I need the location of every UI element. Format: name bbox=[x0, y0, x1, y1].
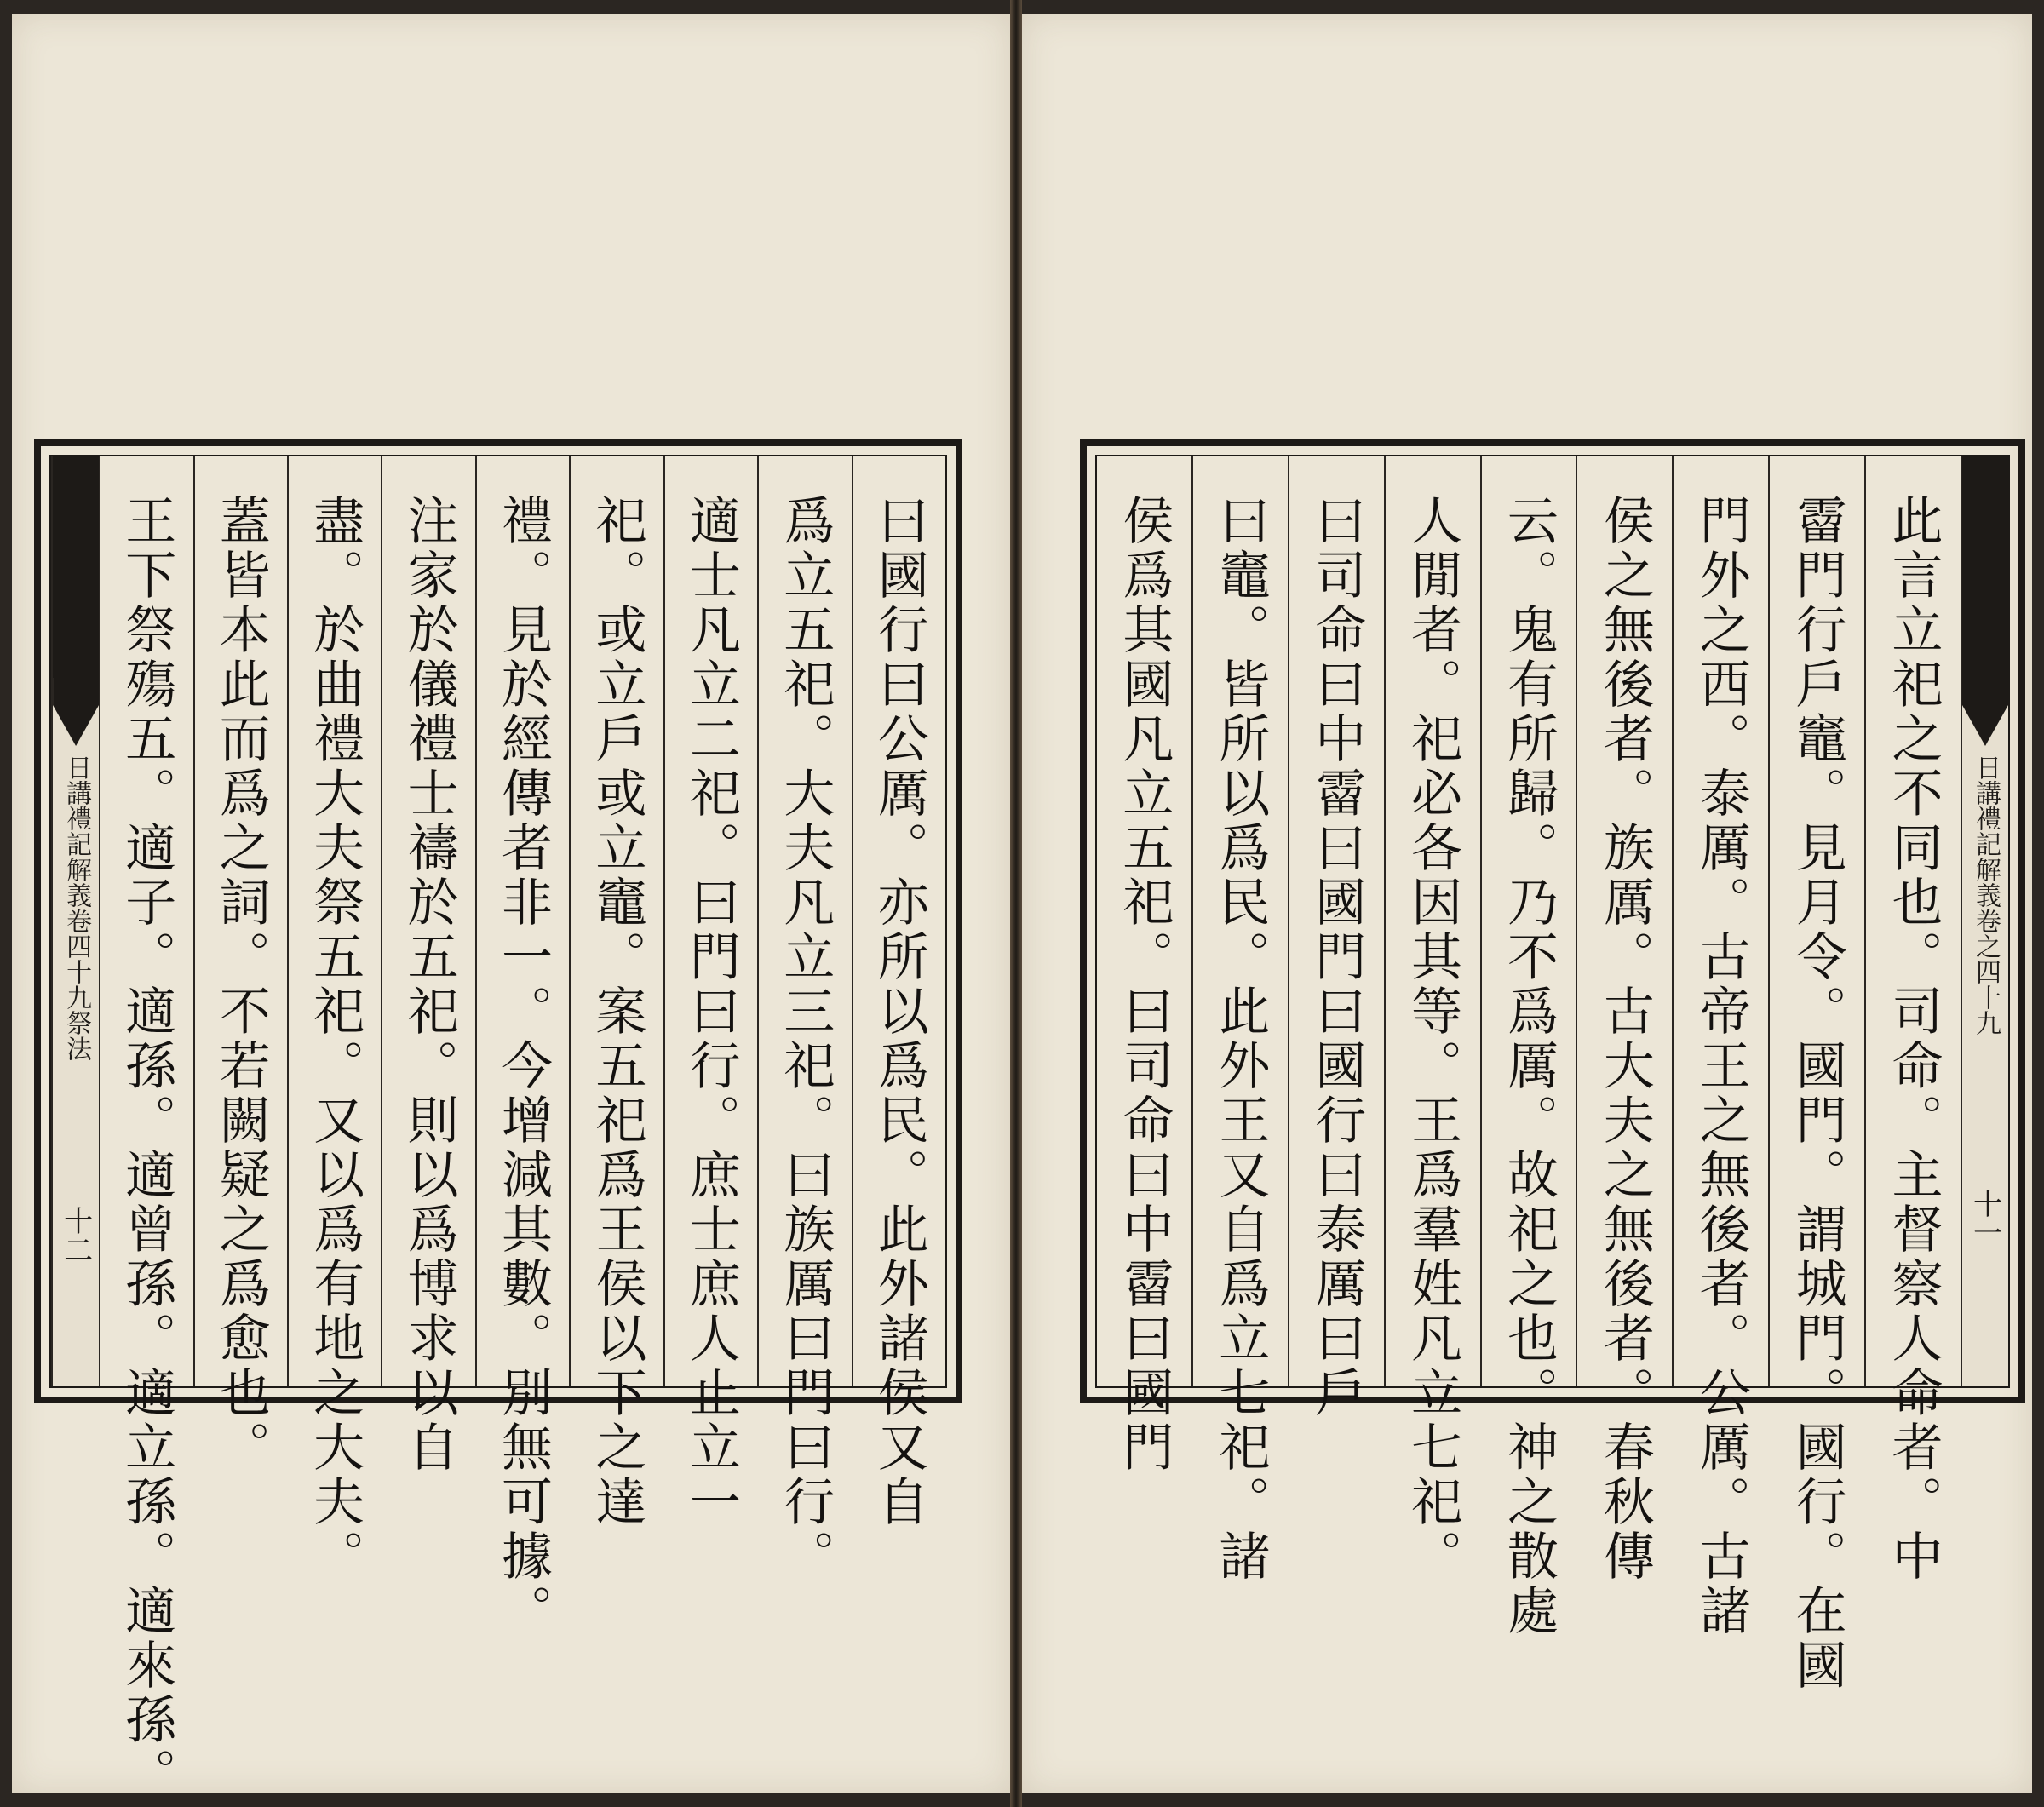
text-column: 曰國行曰公厲。亦所以爲民。此外諸侯又自 bbox=[852, 456, 945, 1386]
text-column: 此言立祀之不同也。司命。主督察人命者。中 bbox=[1864, 456, 1961, 1386]
fishtail-mark bbox=[1962, 678, 2008, 746]
text-column: 侯之無後者。族厲。古大夫之無後者。春秋傳 bbox=[1576, 456, 1672, 1386]
left-text-frame bbox=[34, 439, 962, 1802]
text-column: 云。鬼有所歸。乃不爲厲。故祀之也。神之散處 bbox=[1480, 456, 1576, 1386]
text-column: 祀。或立戶或立竈。案五祀爲王侯以下之達 bbox=[569, 456, 663, 1386]
right-page bbox=[1022, 14, 2032, 1793]
book-gutter bbox=[1010, 0, 1022, 1807]
margin-title: 日講禮記解義卷之四十九 bbox=[1971, 754, 2001, 1035]
fishtail-mark bbox=[53, 678, 99, 746]
text-column: 禮。見於經傳者非一。今增減其數。別無可據。 bbox=[475, 456, 569, 1386]
text-column: 蓋皆本此而爲之詞。不若闕疑之爲愈也。 bbox=[193, 456, 287, 1386]
text-column: 霤門行戶竈。見月令。國門。謂城門。國行。在國 bbox=[1768, 456, 1864, 1386]
left-page bbox=[12, 14, 1010, 1802]
folio-number: 十一 bbox=[1967, 1189, 2002, 1247]
text-column: 注家於儀禮士禱於五祀。則以爲博求以自 bbox=[381, 456, 474, 1386]
text-column: 爲立五祀。大夫凡立三祀。曰族厲曰門曰行。 bbox=[757, 456, 851, 1386]
text-column: 王下祭殤五。適子。適孫。適曾孫。適立孫。適來孫。 bbox=[99, 456, 192, 1386]
left-fore-edge-margin bbox=[51, 456, 99, 1386]
right-fore-edge-margin bbox=[1961, 456, 2008, 1386]
right-text-frame bbox=[1080, 439, 2025, 1693]
text-column: 侯爲其國凡立五祀。曰司命曰中霤曰國門 bbox=[1114, 494, 1174, 1475]
text-column: 盡。於曲禮大夫祭五祀。又以爲有地之大夫。 bbox=[287, 456, 381, 1386]
text-column: 門外之西。泰厲。古帝王之無後者。公厲。古諸 bbox=[1672, 456, 1768, 1386]
text-column: 人閒者。祀必各因其等。王爲羣姓凡立七祀。 bbox=[1384, 456, 1480, 1386]
black-mouth-bar bbox=[53, 456, 99, 678]
right-columns bbox=[1095, 455, 2010, 1693]
text-column: 曰竈。皆所以爲民。此外王又自爲立七祀。諸 bbox=[1191, 456, 1288, 1386]
margin-title: 日講禮記解義卷四十九祭法 bbox=[61, 754, 92, 1061]
text-column: 適士凡立二祀。曰門曰行。庶士庶人止立一 bbox=[663, 456, 757, 1386]
left-columns bbox=[49, 455, 947, 1802]
folio-number: 十二 bbox=[58, 1206, 93, 1264]
text-column: 曰司命曰中霤曰國門曰國行曰泰厲曰戶 bbox=[1288, 456, 1384, 1386]
black-mouth-bar bbox=[1962, 456, 2008, 678]
